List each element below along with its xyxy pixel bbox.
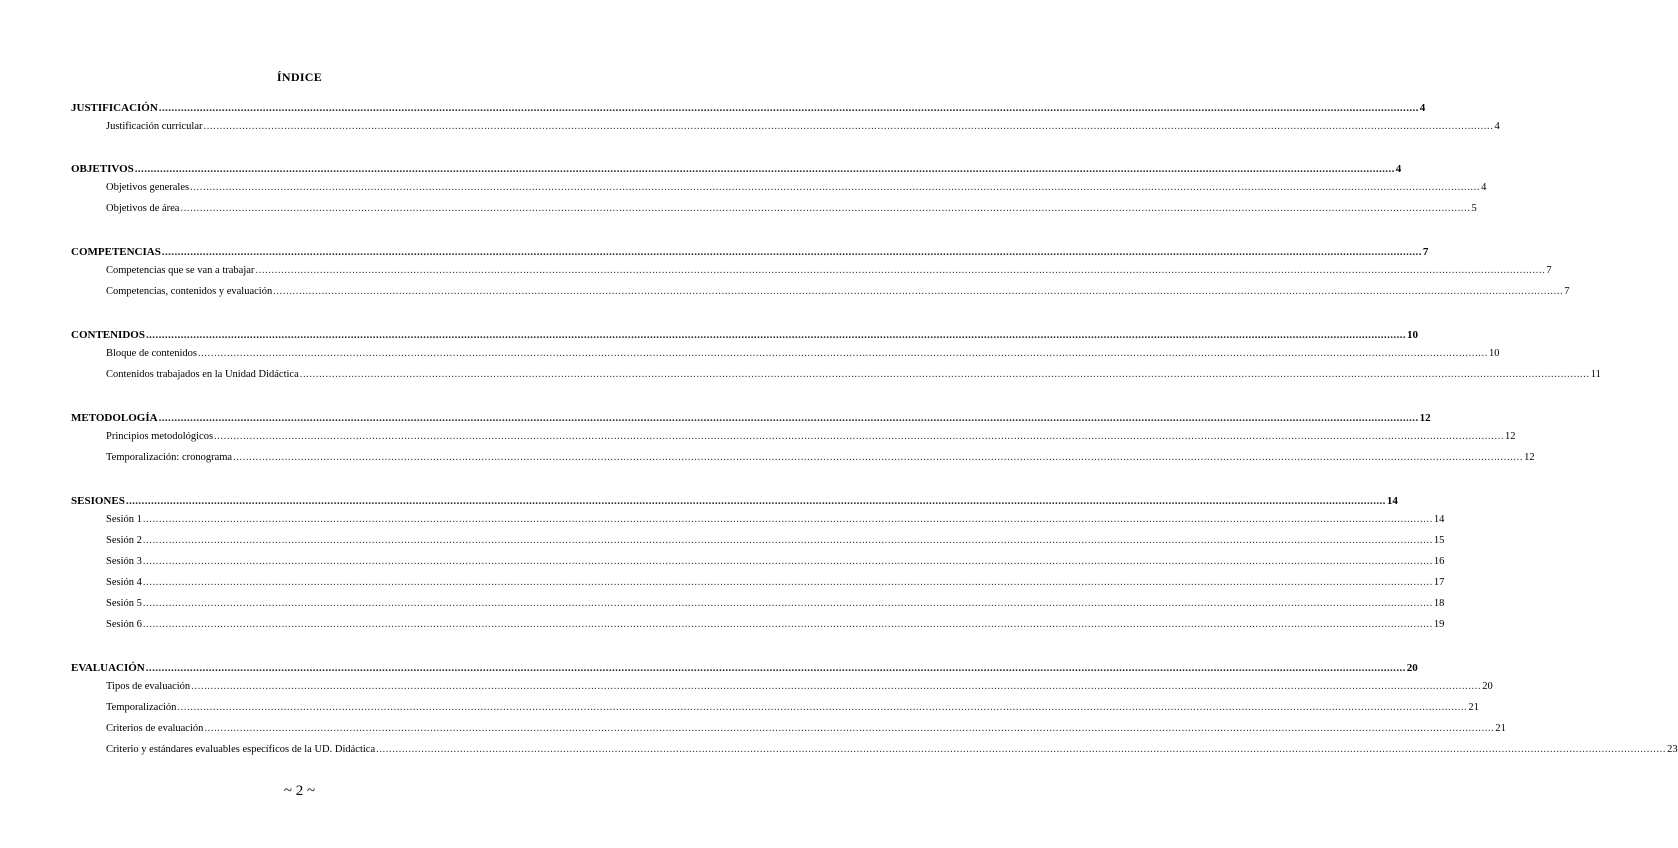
dot-leader: ................................................................................................................................................................................................................................................................................................................................................................................................................ (376, 744, 1667, 755)
toc-subentry[interactable] (106, 513, 1445, 527)
toc-subentry-label: Sesión 1 (106, 514, 142, 525)
toc-section-label: OBJETIVOS (71, 163, 134, 175)
dot-leader: ................................................................................................................................................................................................................................................................................................................................................................................................................ (204, 723, 1495, 734)
toc-subentry-page: 7 (1564, 286, 1570, 297)
dot-leader: ................................................................................................................................................................................................................................................................................................................................................................................................................ (142, 535, 1433, 546)
dot-leader: ................................................................................................................................................................................................................................................................................................................................................................................................................ (142, 619, 1433, 630)
toc-section-label: JUSTIFICACIÓN (71, 102, 158, 114)
toc-section[interactable] (71, 411, 1431, 425)
dot-leader: ................................................................................................................................................................................................................................................................................................................................................................................................................ (273, 286, 1564, 297)
toc-section-label: CONTENIDOS (71, 329, 145, 341)
toc-subentry[interactable] (106, 576, 1445, 590)
toc-section-label: COMPETENCIAS (71, 246, 161, 258)
toc-subentry-page: 17 (1433, 577, 1445, 588)
toc-subentry-page: 4 (1481, 182, 1487, 193)
toc-subentry[interactable] (106, 680, 1493, 694)
dot-leader: ................................................................................................................................................................................................................................................................................................................................................................................................................ (142, 514, 1433, 525)
toc-subentry-page: 5 (1471, 203, 1477, 214)
dot-leader: ................................................................................................................................................................................................................................................................................................................................................................................................................ (197, 348, 1488, 359)
toc-section-label: METODOLOGÍA (71, 412, 158, 424)
toc-subentry-label: Competencias que se van a trabajar (106, 265, 255, 276)
dot-leader: ................................................................................................................................................................................................................................................................................................................................................................................................................ (158, 102, 1419, 114)
toc-subentry-page: 10 (1488, 348, 1500, 359)
toc-subentry-label: Objetivos generales (106, 182, 190, 193)
toc-section-page: 12 (1419, 412, 1431, 424)
toc-subentry[interactable] (106, 743, 1678, 757)
dot-leader: ................................................................................................................................................................................................................................................................................................................................................................................................................ (142, 577, 1433, 588)
dot-leader: ................................................................................................................................................................................................................................................................................................................................................................................................................ (134, 163, 1395, 175)
toc-subentry-label: Sesión 2 (106, 535, 142, 546)
dot-leader: ................................................................................................................................................................................................................................................................................................................................................................................................................ (145, 662, 1406, 674)
toc-subentry-label: Sesión 4 (106, 577, 142, 588)
toc-section-page: 4 (1395, 163, 1402, 175)
toc-subentry[interactable] (106, 430, 1516, 444)
toc-subentry[interactable] (106, 120, 1500, 134)
toc-section[interactable] (71, 328, 1418, 342)
dot-leader: ................................................................................................................................................................................................................................................................................................................................................................................................................ (255, 265, 1546, 276)
dot-leader: ................................................................................................................................................................................................................................................................................................................................................................................................................ (190, 182, 1481, 193)
toc-subentry-page: 23 (1667, 744, 1678, 755)
toc-subentry-label: Sesión 5 (106, 598, 142, 609)
dot-leader: ................................................................................................................................................................................................................................................................................................................................................................................................................ (125, 495, 1386, 507)
toc-subentry-page: 11 (1590, 369, 1601, 380)
toc-subentry-page: 7 (1546, 265, 1552, 276)
toc-subentry-page: 15 (1433, 535, 1445, 546)
toc-section-page: 10 (1406, 329, 1418, 341)
dot-leader: ................................................................................................................................................................................................................................................................................................................................................................................................................ (145, 329, 1406, 341)
toc-subentry[interactable] (106, 722, 1506, 736)
toc-subentry-label: Criterio y estándares evaluables específicos de la UD. Didáctica (106, 744, 376, 755)
dot-leader: ................................................................................................................................................................................................................................................................................................................................................................................................................ (177, 702, 1468, 713)
toc-subentry-page: 4 (1494, 121, 1500, 132)
toc-subentry[interactable] (106, 347, 1500, 361)
toc-subentry-label: Objetivos de área (106, 203, 180, 214)
toc-subentry[interactable] (106, 285, 1570, 299)
toc-subentry-label: Bloque de contenidos (106, 348, 197, 359)
toc-subentry[interactable] (106, 264, 1552, 278)
page-title: ÍNDICE (276, 70, 323, 84)
toc-subentry-page: 18 (1433, 598, 1445, 609)
toc-subentry[interactable] (106, 618, 1445, 632)
dot-leader: ................................................................................................................................................................................................................................................................................................................................................................................................................ (161, 246, 1422, 258)
toc-subentry[interactable] (106, 534, 1445, 548)
toc-subentry-label: Justificación curricular (106, 121, 203, 132)
toc-section[interactable] (71, 162, 1402, 176)
toc-subentry-label: Criterios de evaluación (106, 723, 204, 734)
toc-subentry[interactable] (106, 555, 1445, 569)
dot-leader: ................................................................................................................................................................................................................................................................................................................................................................................................................ (142, 598, 1433, 609)
toc-subentry-page: 16 (1433, 556, 1445, 567)
toc-section-label: SESIONES (71, 495, 125, 507)
toc-subentry-page: 12 (1524, 452, 1535, 463)
toc-subentry[interactable] (106, 597, 1445, 611)
dot-leader: ................................................................................................................................................................................................................................................................................................................................................................................................................ (214, 431, 1505, 442)
toc-subentry[interactable] (106, 181, 1487, 195)
toc-section[interactable] (71, 101, 1426, 115)
dot-leader: ................................................................................................................................................................................................................................................................................................................................................................................................................ (299, 369, 1590, 380)
toc-subentry-label: Tipos de evaluación (106, 681, 191, 692)
page-number: ~ 2 ~ (283, 783, 316, 799)
toc-subentry-label: Temporalización: cronograma (106, 452, 233, 463)
toc-subentry-page: 14 (1433, 514, 1445, 525)
toc-subentry[interactable] (106, 701, 1479, 715)
toc-subentry-label: Contenidos trabajados en la Unidad Didáctica (106, 369, 299, 380)
toc-subentry[interactable] (106, 451, 1535, 465)
toc-subentry-label: Temporalización (106, 702, 177, 713)
toc-subentry-page: 20 (1482, 681, 1493, 692)
toc-section-label: EVALUACIÓN (71, 662, 145, 674)
dot-leader: ................................................................................................................................................................................................................................................................................................................................................................................................................ (180, 203, 1471, 214)
toc-subentry-page: 21 (1495, 723, 1506, 734)
toc-subentry-label: Sesión 3 (106, 556, 142, 567)
toc-section-page: 14 (1386, 495, 1398, 507)
toc-section-page: 4 (1419, 102, 1426, 114)
toc-section-page: 20 (1406, 662, 1418, 674)
toc-subentry[interactable] (106, 368, 1601, 382)
toc-subentry-page: 19 (1433, 619, 1445, 630)
dot-leader: ................................................................................................................................................................................................................................................................................................................................................................................................................ (203, 121, 1494, 132)
dot-leader: ................................................................................................................................................................................................................................................................................................................................................................................................................ (158, 412, 1419, 424)
dot-leader: ................................................................................................................................................................................................................................................................................................................................................................................................................ (233, 452, 1524, 463)
toc-section-page: 7 (1422, 246, 1429, 258)
dot-leader: ................................................................................................................................................................................................................................................................................................................................................................................................................ (191, 681, 1482, 692)
dot-leader: ................................................................................................................................................................................................................................................................................................................................................................................................................ (142, 556, 1433, 567)
toc-subentry-page: 12 (1505, 431, 1516, 442)
toc-subentry[interactable] (106, 202, 1477, 216)
toc-section[interactable] (71, 494, 1398, 508)
toc-subentry-label: Competencias, contenidos y evaluación (106, 286, 273, 297)
toc-section[interactable] (71, 245, 1429, 259)
toc-subentry-label: Sesión 6 (106, 619, 142, 630)
toc-subentry-page: 21 (1468, 702, 1479, 713)
toc-subentry-label: Principios metodológicos (106, 431, 214, 442)
toc-section[interactable] (71, 661, 1418, 675)
